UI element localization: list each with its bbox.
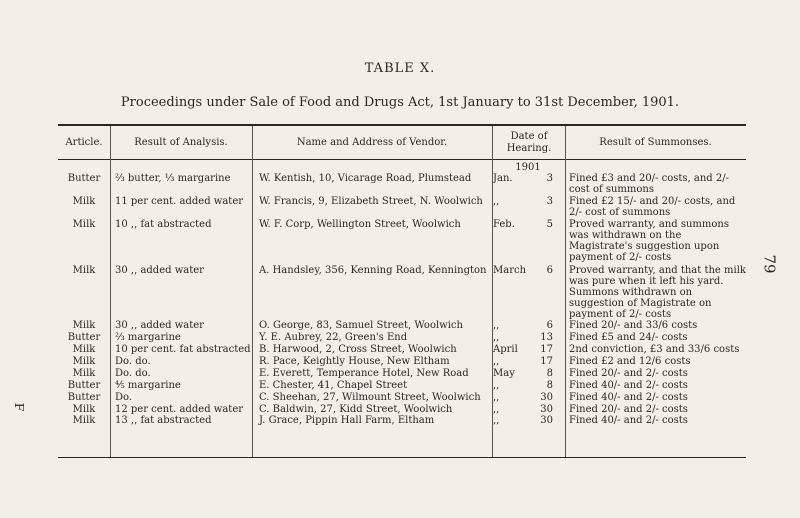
hearing-day: 8 xyxy=(546,380,553,391)
hearing-day: 30 xyxy=(540,404,553,415)
table-cell-summons: Proved warranty, and that the milk was pure when it left his yard. Summons withdrawn on suggestion of Magistrate on payment of 2/- costs xyxy=(569,265,746,320)
table-cell-vendor: J. Grace, Pippin Hall Farm, Eltham xyxy=(259,415,435,426)
table-cell-vendor: Y. E. Aubrey, 22, Green's End xyxy=(259,332,408,343)
table-cell-analysis: 30 ,, added water xyxy=(115,320,204,331)
table-bottom-rule xyxy=(58,457,746,458)
table-cell-date xyxy=(493,392,563,403)
table-cell-vendor: E. Everett, Temperance Hotel, New Road xyxy=(259,368,469,379)
hearing-month: ,, xyxy=(493,415,500,426)
hearing-month: ,, xyxy=(493,320,500,331)
table-cell-analysis: 10 ,, fat abstracted xyxy=(115,219,212,230)
header-article: Article. xyxy=(65,136,103,148)
table-cell-date xyxy=(493,404,563,415)
table-cell-summons: Fined £3 and 20/- costs, and 2/- cost of summons xyxy=(569,173,729,195)
hearing-day: 30 xyxy=(540,392,553,403)
hearing-month: March xyxy=(493,265,527,276)
table-cell-article: Milk xyxy=(72,196,96,207)
table-cell-vendor: W. F. Corp, Wellington Street, Woolwich xyxy=(259,219,461,230)
hearing-year: 1901 xyxy=(515,162,541,173)
table-cell-summons: Proved warranty, and summons was withdrawn on the Magistrate's suggestion upon payment of 2/- costs xyxy=(569,219,729,263)
table-cell-article: Butter xyxy=(67,332,101,343)
table-cell-analysis: 10 per cent. fat abstracted xyxy=(115,344,251,355)
table-cell-article: Milk xyxy=(72,320,96,331)
table-cell-article: Milk xyxy=(72,219,96,230)
hearing-day: 5 xyxy=(546,219,553,230)
table-cell-summons: Fined 40/- and 2/- costs xyxy=(569,392,688,403)
hearing-day: 30 xyxy=(540,415,553,426)
table-cell-vendor: W. Kentish, 10, Vicarage Road, Plumstead xyxy=(259,173,472,184)
table-cell-summons: Fined 20/- and 2/- costs xyxy=(569,404,688,415)
table-header-rule xyxy=(58,159,746,160)
column-divider xyxy=(252,126,253,457)
table-cell-summons: Fined £2 and 12/6 costs xyxy=(569,356,691,367)
table-cell-date xyxy=(493,332,563,343)
table-cell-date xyxy=(493,380,563,391)
table-cell-article: Butter xyxy=(67,392,101,403)
table-cell-summons: Fined 40/- and 2/- costs xyxy=(569,415,688,426)
table-cell-summons: Fined 20/- and 33/6 costs xyxy=(569,320,698,331)
header-summons: Result of Summonses. xyxy=(599,136,712,148)
table-cell-date xyxy=(493,415,563,426)
table-cell-analysis: ⅘ margarine xyxy=(115,380,181,391)
table-cell-analysis: 11 per cent. added water xyxy=(115,196,244,207)
table-cell-article: Milk xyxy=(72,404,96,415)
hearing-month: Jan. xyxy=(493,173,513,184)
table-cell-summons: Fined £5 and 24/- costs xyxy=(569,332,688,343)
column-divider xyxy=(110,126,111,457)
table-cell-article: Milk xyxy=(72,356,96,367)
table-cell-vendor: W. Francis, 9, Elizabeth Street, N. Woolwich xyxy=(259,196,483,207)
table-cell-article: Milk xyxy=(72,368,96,379)
table-cell-date xyxy=(493,320,563,331)
table-cell-date xyxy=(493,356,563,367)
hearing-day: 8 xyxy=(546,368,553,379)
table-cell-date xyxy=(493,219,563,230)
table-cell-analysis: Do. do. xyxy=(115,356,151,367)
table-cell-date xyxy=(493,173,563,184)
table-cell-date xyxy=(493,196,563,207)
hearing-day: 13 xyxy=(540,332,553,343)
table-cell-analysis: ⅔ margarine xyxy=(115,332,181,343)
table-cell-summons: Fined 20/- and 2/- costs xyxy=(569,368,688,379)
table-cell-summons: Fined £2 15/- and 20/- costs, and 2/- cost of summons xyxy=(569,196,736,218)
hearing-month: Feb. xyxy=(493,219,515,230)
table-cell-vendor: E. Chester, 41, Chapel Street xyxy=(259,380,408,391)
hearing-day: 3 xyxy=(546,173,553,184)
table-cell-vendor: C. Baldwin, 27, Kidd Street, Woolwich xyxy=(259,404,453,415)
table-cell-summons: 2nd conviction, £3 and 33/6 costs xyxy=(569,344,740,355)
header-analysis: Result of Analysis. xyxy=(134,136,228,148)
table-cell-vendor: B. Harwood, 2, Cross Street, Woolwich xyxy=(259,344,457,355)
hearing-month: ,, xyxy=(493,196,500,207)
hearing-day: 17 xyxy=(540,344,553,355)
hearing-month: May xyxy=(493,368,515,379)
table-cell-vendor: A. Handsley, 356, Kenning Road, Kennington xyxy=(259,265,487,276)
table-cell-article: Milk xyxy=(72,415,96,426)
table-cell-analysis: Do. xyxy=(115,392,133,403)
column-divider xyxy=(565,126,566,457)
hearing-month: April xyxy=(493,344,518,355)
table-cell-vendor: O. George, 83, Samuel Street, Woolwich xyxy=(259,320,463,331)
hearing-month: ,, xyxy=(493,356,500,367)
page-number: 79 xyxy=(760,254,779,274)
table-cell-analysis: 12 per cent. added water xyxy=(115,404,244,415)
table-cell-date xyxy=(493,368,563,379)
header-vendor: Name and Address of Vendor. xyxy=(296,136,448,148)
table-cell-vendor: C. Sheehan, 27, Wilmount Street, Woolwich xyxy=(259,392,481,403)
table-subtitle: Proceedings under Sale of Food and Drugs Act, 1st January to 31st December, 1901. xyxy=(120,95,680,110)
table-cell-article: Milk xyxy=(72,265,96,276)
table-cell-analysis: 30 ,, added water xyxy=(115,265,204,276)
hearing-day: 17 xyxy=(540,356,553,367)
table-cell-date xyxy=(493,344,563,355)
hearing-month: ,, xyxy=(493,392,500,403)
hearing-month: ,, xyxy=(493,404,500,415)
table-cell-date xyxy=(493,265,563,276)
table-cell-article: Milk xyxy=(72,344,96,355)
table-cell-article: Butter xyxy=(67,173,101,184)
hearing-month: ,, xyxy=(493,332,500,343)
table-cell-vendor: R. Pace, Keightly House, New Eltham xyxy=(259,356,450,367)
table-title: TABLE X. xyxy=(364,61,436,76)
hearing-day: 3 xyxy=(546,196,553,207)
table-cell-article: Butter xyxy=(67,380,101,391)
hearing-day: 6 xyxy=(546,320,553,331)
table-cell-analysis: Do. do. xyxy=(115,368,151,379)
table-cell-analysis: 13 ,, fat abstracted xyxy=(115,415,212,426)
table-cell-analysis: ⅔ butter, ⅓ margarine xyxy=(115,173,231,184)
margin-mark: F xyxy=(12,402,27,412)
table-cell-summons: Fined 40/- and 2/- costs xyxy=(569,380,688,391)
header-date: Date of Hearing. xyxy=(506,130,552,154)
hearing-day: 6 xyxy=(546,265,553,276)
hearing-month: ,, xyxy=(493,380,500,391)
